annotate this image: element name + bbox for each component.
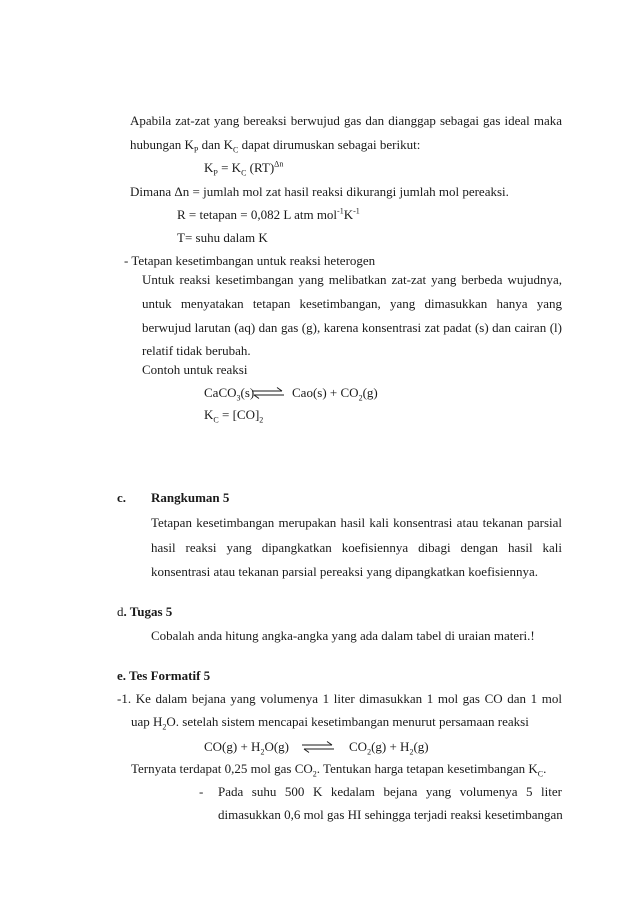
- paragraph-line: untuk menyatakan tetapan kesetimbangan, yang dimasukkan hanya yang: [142, 296, 562, 311]
- paragraph-line: Tetapan kesetimbangan merupakan hasil kali konsentrasi atau tekanan parsial: [151, 515, 562, 530]
- example-label: Contoh untuk reaksi: [142, 362, 248, 377]
- reaction-reactant: CaCO$_3$(s): [204, 385, 255, 403]
- question-line: -1. Ke dalam bejana yang volumenya 1 liter dimasukkan 1 mol gas CO dan 1 mol: [117, 691, 562, 706]
- paragraph-line: konsentrasi atau tekanan parsial pereaksi yang dipangkatkan koefisiennya.: [151, 564, 538, 579]
- equilibrium-arrow-icon: [300, 741, 336, 753]
- paragraph-line: Untuk reaksi kesetimbangan yang melibatkan zat-zat yang berbeda wujudnya,: [142, 272, 562, 287]
- definition-line: Dimana Δn = jumlah mol zat hasil reaksi dikurangi jumlah mol pereaksi.: [130, 184, 509, 199]
- reaction-product: $CO_2(g) + H_2(g)$: [349, 739, 429, 757]
- reaction-product: $Cao(s) + CO_2(g)$: [292, 385, 378, 403]
- question-line: dimasukkan 0,6 mol gas HI sehingga terjadi reaksi kesetimbangan: [218, 807, 563, 822]
- question-line: uap $H_2O$. setelah sistem mencapai kesetimbangan menurut persamaan reaksi: [131, 714, 529, 732]
- section-heading-rangkuman: c.: [117, 490, 127, 505]
- paragraph-line: berwujud larutan (aq) dan gas (g), karena konsentrasi zat padat (s) dan cairan (l): [142, 320, 562, 335]
- list-dash: -: [199, 784, 204, 799]
- definition-r: R = tetapan = 0,082 L atm $mol^{-1}K^{-1}$: [177, 206, 360, 222]
- paragraph-line: hasil reaksi yang dipangkatkan koefisiennya dibagi dengan hasil kali: [151, 540, 562, 555]
- reaction-reactant: $CO(g) + H_2O(g)$: [204, 739, 289, 757]
- paragraph-line: Apabila zat-zat yang bereaksi berwujud gas dan dianggap sebagai gas ideal maka: [130, 113, 562, 128]
- question-line: Pada suhu 500 K kedalam bejana yang volumenya 5 liter: [218, 784, 562, 799]
- section-heading: - Tetapan kesetimbangan untuk reaksi heterogen: [124, 253, 376, 268]
- paragraph-line: Cobalah anda hitung angka-angka yang ada dalam tabel di uraian materi.!: [151, 628, 535, 643]
- paragraph-line: hubungan $K_P$ dan $K_C$ dapat dirumuskan sebagai berikut:: [130, 137, 421, 155]
- paragraph-line: relatif tidak berubah.: [142, 343, 251, 358]
- question-line: Ternyata terdapat 0,25 mol gas $CO_2$. Tentukan harga tetapan kesetimbangan $K_C$.: [131, 761, 547, 779]
- section-heading-tes: e. Tes Formatif 5: [117, 668, 211, 683]
- equilibrium-arrow-icon: [250, 387, 286, 399]
- kc-formula: $K_C = [CO]_2$: [204, 407, 264, 425]
- section-title-rangkuman: Rangkuman 5: [151, 490, 230, 505]
- definition-t: T= suhu dalam K: [177, 230, 268, 245]
- kp-formula: $K_P = K_C$ (RT)$^{\Delta n}$: [204, 159, 284, 178]
- section-heading-tugas: d. Tugas 5: [117, 604, 173, 619]
